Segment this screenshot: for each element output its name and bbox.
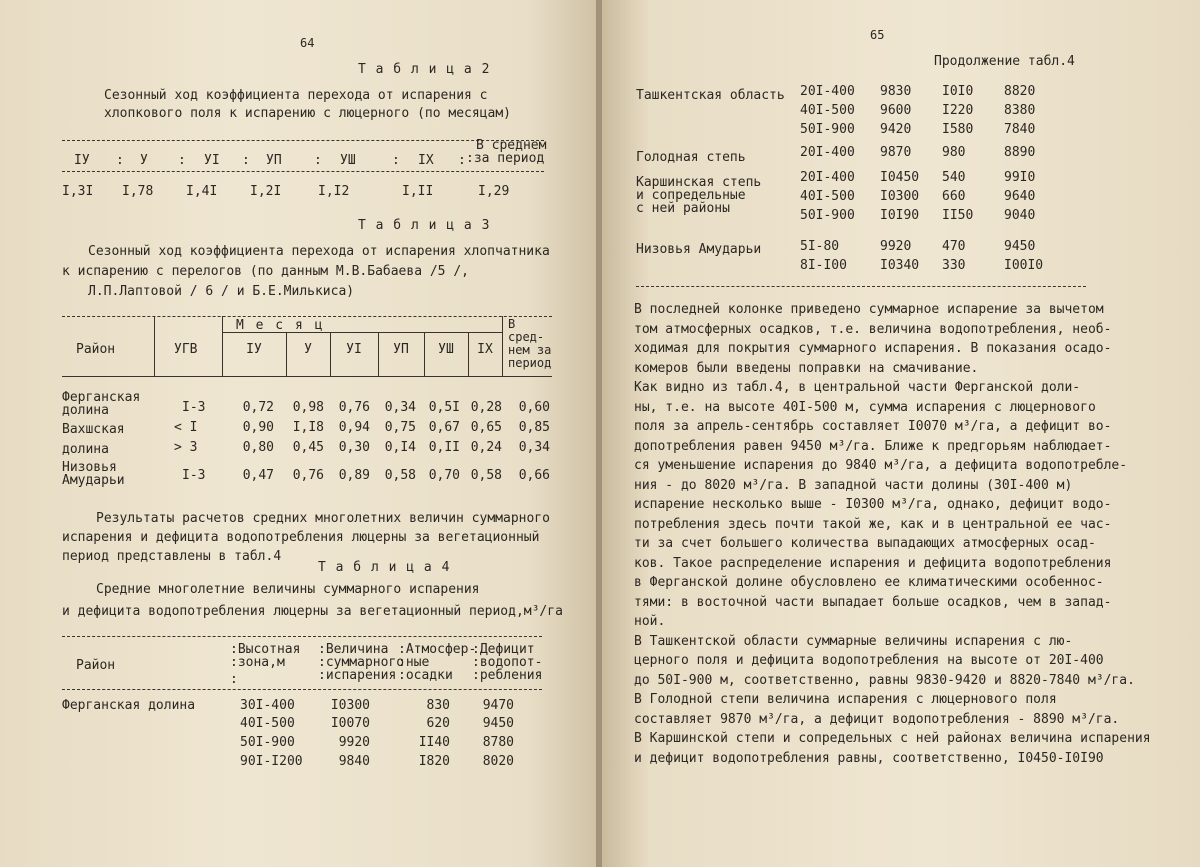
body-text-line: период представлены в табл.4 <box>62 549 282 564</box>
table-3-ugv-header: УГВ <box>174 342 198 357</box>
table-4-cell: 660 <box>942 189 966 204</box>
table-4-cell: 470 <box>942 239 966 254</box>
table-4-cell: 40І-500 <box>800 103 855 118</box>
table-4-cell: 9420 <box>880 122 912 137</box>
body-text-line: Результаты расчетов средних многолетних величин суммарного <box>96 511 550 526</box>
table-4-cell: 9640 <box>1004 189 1036 204</box>
table-4-deficit-header: :Дефицит <box>472 642 535 657</box>
table-4-region: Ферганская долина <box>62 698 196 713</box>
table-4-cell: І220 <box>942 103 974 118</box>
table-2-value: І,4І <box>186 184 218 199</box>
table-4-cell: 8380 <box>1004 103 1036 118</box>
table-3-month: ІУ <box>246 342 262 357</box>
body-text-line: В последней колонке приведено суммарное испарение за вычетом <box>634 302 1104 317</box>
table-3-month-header: М е с я ц <box>236 318 325 333</box>
table-4-cell: 830 <box>426 698 450 713</box>
body-text-line: испарения и дефицита водопотребления люцерны за вегетационный <box>62 530 540 545</box>
body-text-line: Как видно из табл.4, в центральной части Ферганской доли- <box>634 380 1081 395</box>
table-2-value: І,3І <box>62 184 94 199</box>
table-4-cell: 7840 <box>1004 122 1036 137</box>
table-3-month: У <box>304 342 312 357</box>
table-2-rule <box>62 140 544 141</box>
body-text-line: комеров были введены поправки на смачивание. <box>634 360 979 376</box>
table-3-cell: І,І8 <box>292 420 324 435</box>
page-number: 64 <box>300 36 315 50</box>
table-4-cell: І0450 <box>880 170 920 185</box>
table-3-cell: 0,98 <box>292 400 324 415</box>
table-4-cell: 20І-400 <box>800 84 855 99</box>
table-4-cell: 8820 <box>1004 84 1036 99</box>
table-3-cell: 0,47 <box>242 468 274 483</box>
table-3-caption-line: Л.П.Лаптовой / 6 / и Б.Е.Милькиса) <box>88 284 355 299</box>
table-2-value: І,І2 <box>318 184 350 199</box>
table-4-cell: 9840 <box>338 754 370 769</box>
table-4-cell: 9450 <box>1004 239 1036 254</box>
table-4-cell: І0І0 <box>942 84 974 99</box>
table-4-region: Каршинская степь <box>636 175 762 190</box>
table-3-month: УІ <box>346 342 362 357</box>
table-4-cell: ІІ40 <box>418 735 450 750</box>
table-4-caption-line: и дефицита водопотребления люцерны за вегетационный период,м³/га <box>62 604 563 619</box>
body-text-line: допотребления равен 9450 м³/га. Ближе к предгорьям наблюдает- <box>634 438 1112 454</box>
table-4-cell: 50І-900 <box>800 208 855 223</box>
table-4-cell: 99І0 <box>1004 170 1036 185</box>
table-4-cell: 9870 <box>880 145 912 160</box>
table-4-cell: І0070 <box>330 716 370 731</box>
table-4-region-header: Район <box>76 658 116 673</box>
table-3-cell: 0,І4 <box>384 440 416 455</box>
table-4-cell: 9830 <box>880 84 912 99</box>
table-3-cell: 0,24 <box>470 440 502 455</box>
table-3-cell: 0,34 <box>518 440 550 455</box>
table-3-cell: 0,72 <box>242 400 274 415</box>
table-3-cell: 0,28 <box>470 400 502 415</box>
table-4-cell: 40І-500 <box>240 716 295 731</box>
table-4-cell: 20І-400 <box>800 145 855 160</box>
table-4-cell: І820 <box>418 754 450 769</box>
page-number: 65 <box>870 28 885 42</box>
table-4-cell: І0300 <box>330 698 370 713</box>
table-2-value: І,78 <box>122 184 154 199</box>
table-4-cell: 8780 <box>482 735 514 750</box>
table-2-header: У <box>140 153 148 168</box>
table-4-cell: 8890 <box>1004 145 1036 160</box>
table-4-caption-line: Средние многолетние величины суммарного испарения <box>96 582 480 597</box>
table-3-region: долина <box>62 403 109 418</box>
table-4-evap-header: :суммарного <box>318 655 405 670</box>
table-4-cell: І00І0 <box>1004 258 1044 273</box>
table-4-cell: 9600 <box>880 103 912 118</box>
table-4-cell: 50І-900 <box>240 735 295 750</box>
table-3-vline <box>154 316 155 376</box>
body-text-line: тями: в восточной части выпадает больше осадков, чем в запад- <box>634 594 1112 610</box>
table-4-cell: 9470 <box>482 698 514 713</box>
table-4-cell: 540 <box>942 170 966 185</box>
table-4-precip-header: :ные <box>398 655 430 670</box>
table-4-cell: ІІ50 <box>942 208 974 223</box>
table-4-zone-header: : <box>230 672 238 687</box>
body-text-line: до 50І-900 м, соответственно, равны 9830-9420 и 8820-7840 м³/га. <box>634 672 1135 688</box>
table-2-header: УШ <box>340 153 356 168</box>
table-3-rule <box>62 376 552 377</box>
table-4-precip-header: :Атмосфер- <box>398 642 477 657</box>
body-text-line: В Голодной степи величина испарения с люцернового поля <box>634 692 1057 707</box>
body-text-line: том атмосферных осадков, т.е. величина водопотребления, необ- <box>634 321 1112 337</box>
body-text-line: ния - до 8020 м³/га. В западной части долины (30І-400 м) <box>634 477 1073 493</box>
table-3-cell: 0,30 <box>338 440 370 455</box>
table-3-cell: 0,70 <box>428 468 460 483</box>
body-text-line: потребления здесь почти такой же, как и в центральной ее час- <box>634 516 1112 532</box>
table-3-vline <box>502 316 503 376</box>
table-4-cell: 620 <box>426 716 450 731</box>
table-3-region: Низовья <box>62 460 117 475</box>
table-2-header: : <box>178 153 186 168</box>
left-page <box>0 0 598 867</box>
table-3-avg-header: сред- <box>508 330 545 344</box>
table-4-region: с ней районы <box>636 201 730 216</box>
table-3-caption-line: к испарению с перелогов (по данным М.В.Бабаева /5 /, <box>62 264 469 279</box>
table-2-value: І,ІІ <box>402 184 434 199</box>
table-4-region: и сопредельные <box>636 188 746 203</box>
table-3-cell: 0,34 <box>384 400 416 415</box>
table-3-region: долина <box>62 442 109 457</box>
table-3-month: УШ <box>438 342 454 357</box>
table-3-region: Ферганская <box>62 390 141 405</box>
table-4-region: Низовья Амударьи <box>636 242 762 257</box>
table-3-avg-header: В <box>508 317 516 331</box>
right-page <box>602 0 1200 867</box>
table-3-cell: 0,66 <box>518 468 550 483</box>
table-4-cell: 40І-500 <box>800 189 855 204</box>
table-4-cell: 90І-І200 <box>240 754 303 769</box>
table-3-ugv: І-3 <box>182 400 206 415</box>
table-4-evap-header: :Величина <box>318 642 389 657</box>
table-4-cell: 9920 <box>880 239 912 254</box>
table-4-cell: 9920 <box>338 735 370 750</box>
table-3-caption-line: Сезонный ход коэффициента перехода от испарения хлопчатника <box>88 244 550 259</box>
table-3-region: Вахшская <box>62 422 125 437</box>
table-4-rule <box>62 636 542 637</box>
table-2-header: : <box>458 153 466 168</box>
table-3-cell: 0,90 <box>242 420 274 435</box>
table-3-cell: 0,58 <box>384 468 416 483</box>
table-2-avg-header: :за период <box>466 151 545 166</box>
table-3-cell: 0,5І <box>428 400 460 415</box>
table-4-cell: І580 <box>942 122 974 137</box>
table-4-cell: 8І-І00 <box>800 258 847 273</box>
body-text-line: ной. <box>634 614 666 629</box>
table-4-cell: І0340 <box>880 258 920 273</box>
table-3-rule <box>62 316 552 317</box>
body-text-line: В Каршинской степи и сопредельных с ней районах величина испарения <box>634 731 1151 746</box>
table-3-cell: 0,85 <box>518 420 550 435</box>
table-3-region: Амударьи <box>62 473 125 488</box>
table-2-header: УП <box>266 153 282 168</box>
table-2-caption-line: хлопкового поля к испарению с люцерного (по месяцам) <box>104 106 511 121</box>
table-2-header: УІ <box>204 153 220 168</box>
table-2-value: І,2І <box>250 184 282 199</box>
body-text-line: поля за апрель-сентябрь составляет І0070 м³/га, а дефицит во- <box>634 419 1112 434</box>
table-4-cell: 9040 <box>1004 208 1036 223</box>
table-4-zone-header: :зона,м <box>230 655 285 670</box>
table-4-rule <box>636 286 1086 287</box>
body-text-line: ходимая для покрытия суммарного испарения. В показания осадо- <box>634 341 1112 356</box>
table-2-header: : <box>392 153 400 168</box>
table-4-precip-header: :осадки <box>398 668 453 683</box>
table-2-value: І,29 <box>478 184 510 199</box>
table-4-deficit-header: :водопот- <box>472 655 543 670</box>
table-4-cell: 9450 <box>482 716 514 731</box>
table-2-header: : <box>242 153 250 168</box>
table-3-cell: 0,75 <box>384 420 416 435</box>
table-3-ugv: І-3 <box>182 468 206 483</box>
table-2-header: : <box>314 153 322 168</box>
body-text-line: испарение несколько выше - І0300 м³/га, однако, дефицит водо- <box>634 497 1112 512</box>
table-4-cell: 330 <box>942 258 966 273</box>
table-2-title: Т а б л и ц а 2 <box>358 62 491 77</box>
table-2-caption-line: Сезонный ход коэффициента перехода от испарения с <box>104 88 488 103</box>
body-text-line: и дефицит водопотребления равны, соответственно, І0450-І0І90 <box>634 750 1104 766</box>
table-3-title: Т а б л и ц а 3 <box>358 218 491 233</box>
table-4-cell: 8020 <box>482 754 514 769</box>
table-3-ugv: < І <box>174 420 198 435</box>
table-2-avg-header: В среднем <box>476 138 547 153</box>
table-2-header: : <box>116 153 124 168</box>
body-text-line: церного поля и дефицита водопотребления на высоте от 20І-400 <box>634 653 1104 668</box>
table-4-cell: 50І-900 <box>800 122 855 137</box>
table-3-ugv: > 3 <box>174 440 198 455</box>
table-3-cell: 0,76 <box>338 400 370 415</box>
table-4-cell: 20І-400 <box>800 170 855 185</box>
table-4-cell: 30І-400 <box>240 698 295 713</box>
body-text-line: ся уменьшение испарения до 9840 м³/га, а дефицита водопотребле- <box>634 458 1128 473</box>
table-4-cell: І0300 <box>880 189 920 204</box>
table-3-cell: 0,45 <box>292 440 324 455</box>
table-3-cell: 0,67 <box>428 420 460 435</box>
table-4-continuation-title: Продолжение табл.4 <box>934 54 1075 69</box>
table-3-cell: 0,60 <box>518 400 550 415</box>
body-text-line: ков. Такое распределение испарения и дефицита водопотребления <box>634 555 1112 571</box>
table-4-region: Ташкентская область <box>636 88 785 103</box>
table-3-cell: 0,65 <box>470 420 502 435</box>
table-4-cell: 980 <box>942 145 966 160</box>
table-3-cell: 0,94 <box>338 420 370 435</box>
table-3-cell: 0,89 <box>338 468 370 483</box>
table-2-header: ІХ <box>418 153 434 168</box>
body-text-line: В Ташкентской области суммарные величины испарения с лю- <box>634 633 1073 649</box>
body-text-line: составляет 9870 м³/га, а дефицит водопотребления - 8890 м³/га. <box>634 711 1120 727</box>
body-text-line: в Ферганской долине обусловлено ее климатическими особеннос- <box>634 575 1104 590</box>
table-3-cell: 0,58 <box>470 468 502 483</box>
table-4-title: Т а б л и ц а 4 <box>318 560 451 575</box>
table-3-avg-header: нем за <box>508 343 552 357</box>
table-3-cell: 0,ІІ <box>428 440 460 455</box>
body-text <box>634 300 1151 768</box>
table-3-cell: 0,80 <box>242 440 274 455</box>
table-4-region: Голодная степь <box>636 150 746 165</box>
table-4-deficit-header: :ребления <box>472 668 543 683</box>
body-text-line: ны, т.е. на высоте 40І-500 м, сумма испарения с люцернового <box>634 399 1096 415</box>
table-4-cell: І0І90 <box>880 208 920 223</box>
table-2-rule <box>62 171 544 172</box>
table-3-region-header: Район <box>76 342 116 357</box>
table-3-avg-header: период <box>508 356 552 370</box>
table-3-month: УП <box>393 342 409 357</box>
body-text-line: ти за счет большего количества выпадающих атмосферных осад- <box>634 536 1096 551</box>
table-2-header: ІУ <box>74 153 90 168</box>
table-4-rule <box>62 689 542 690</box>
table-4-evap-header: :испарения <box>318 668 397 683</box>
table-3-cell: 0,76 <box>292 468 324 483</box>
table-4-zone-header: :Высотная <box>230 642 301 657</box>
table-3-month: ІХ <box>477 342 493 357</box>
table-4-cell: 5І-80 <box>800 239 840 254</box>
